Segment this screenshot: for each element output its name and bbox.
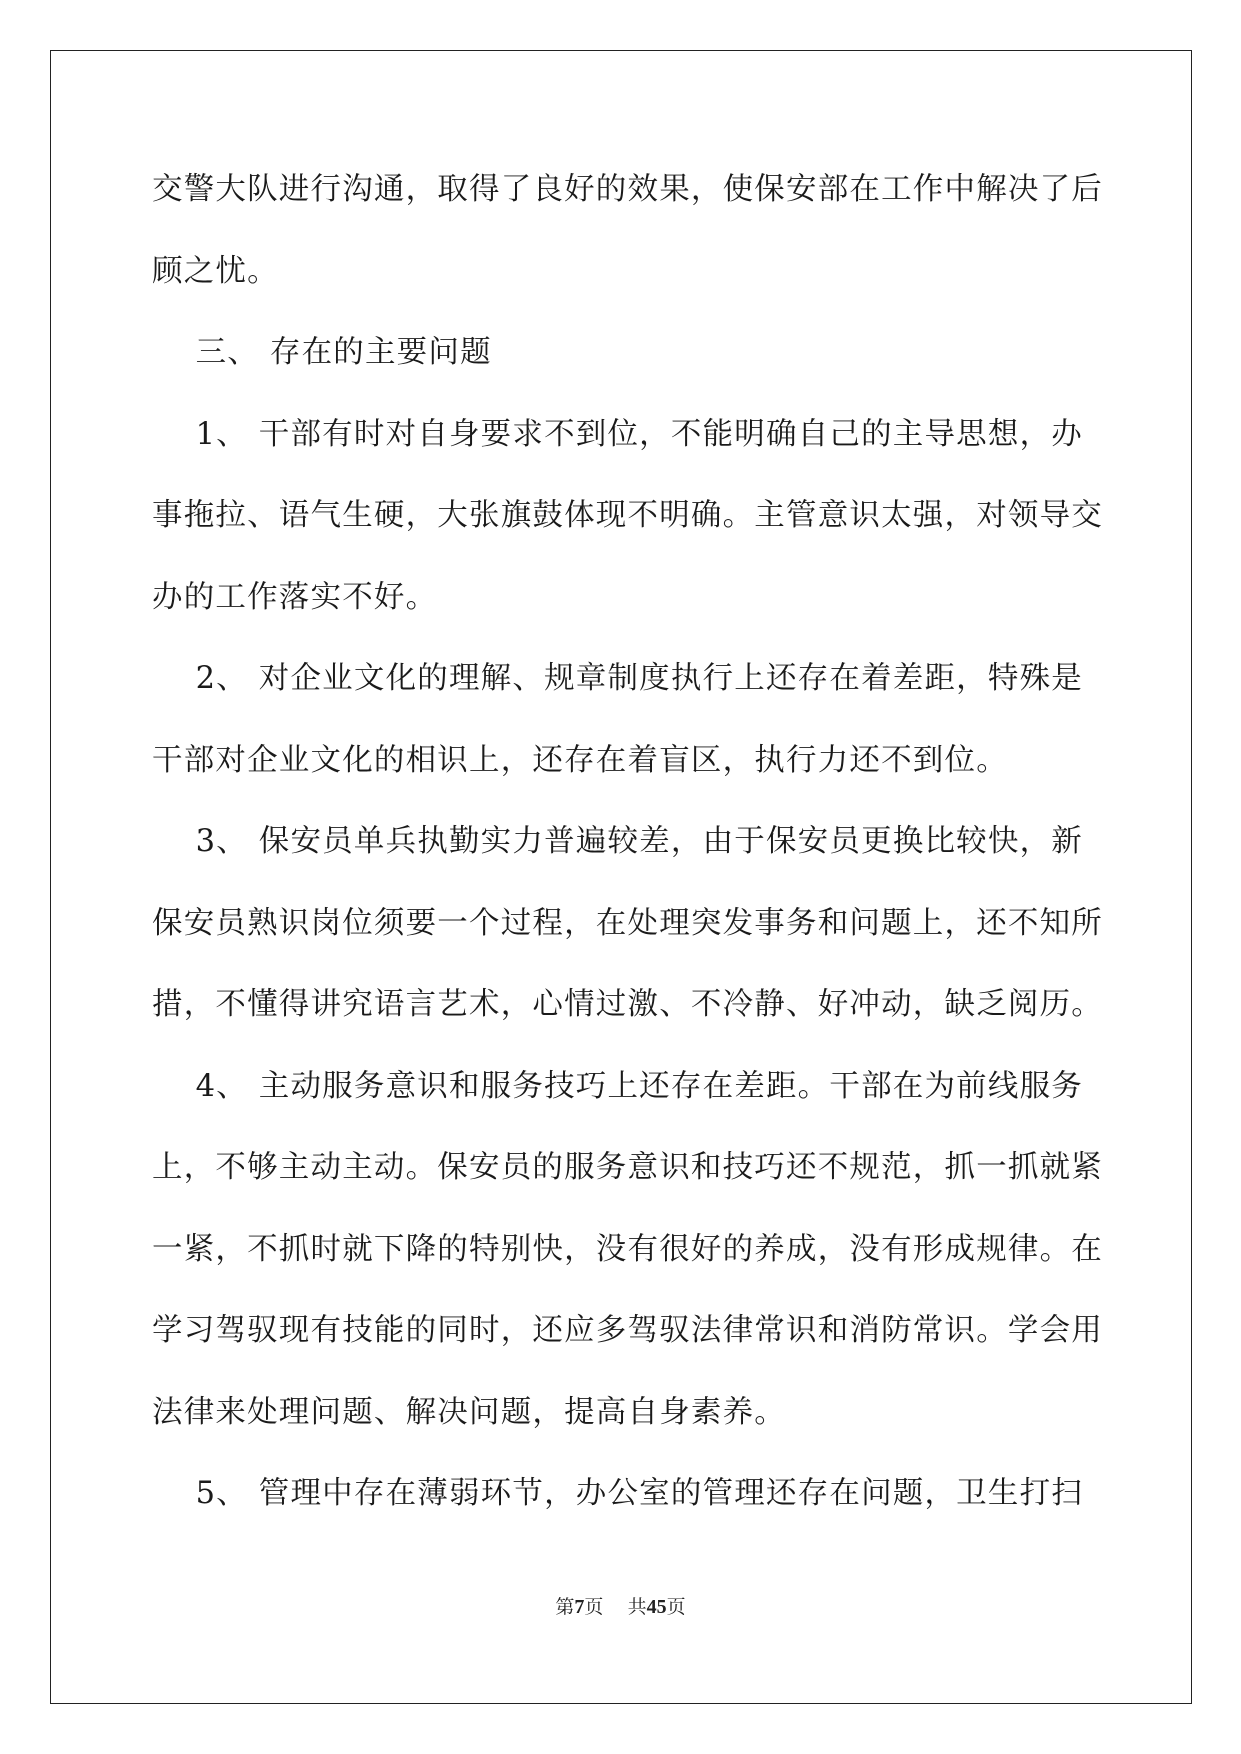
- total-page-count: 45: [646, 1596, 667, 1618]
- text-line: 顾之忧。: [152, 253, 279, 289]
- page-footer: [0, 1592, 1241, 1619]
- footer-total-suffix: 页: [666, 1596, 686, 1618]
- text-line: 一紧，不抓时就下降的特别快，没有很好的养成，没有形成规律。在: [152, 1231, 1103, 1267]
- text-line: 事拖拉、语气生硬，大张旗鼓体现不明确。主管意识太强，对领导交: [152, 498, 1103, 533]
- current-page-number: 7: [574, 1596, 585, 1618]
- text-line: 干部对企业文化的相识上，还存在着盲区，执行力还不到位。: [152, 742, 1008, 778]
- text-line: 2、 对企业文化的理解、规章制度执行上还存在着差距，特殊是: [152, 661, 1083, 696]
- text-line: 办的工作落实不好。: [152, 579, 438, 615]
- document-body: [152, 162, 1103, 1548]
- footer-total-prefix: 共: [627, 1596, 647, 1618]
- footer-page-suffix: 页: [584, 1596, 604, 1618]
- text-line: 上，不够主动主动。保安员的服务意识和技巧还不规范，抓一抓就紧: [152, 1150, 1103, 1185]
- text-line: 学习驾驭现有技能的同时，还应多驾驭法律常识和消防常识。学会用: [152, 1313, 1103, 1348]
- text-line: 法律来处理问题、解决问题，提高自身素养。: [152, 1394, 786, 1430]
- text-line: 5、 管理中存在薄弱环节，办公室的管理还存在问题，卫生打扫: [152, 1476, 1083, 1511]
- text-line: 保安员熟识岗位须要一个过程，在处理突发事务和问题上，还不知所: [152, 905, 1103, 941]
- text-line: 1、 干部有时对自身要求不到位，不能明确自己的主导思想，办: [152, 416, 1083, 452]
- text-line: 措，不懂得讲究语言艺术，心情过激、不冷静、好冲动，缺乏阅历。: [152, 987, 1103, 1022]
- footer-prefix: 第: [555, 1596, 575, 1618]
- text-line: 交警大队进行沟通，取得了良好的效果，使保安部在工作中解决了后: [152, 172, 1103, 207]
- text-line: 3、 保安员单兵执勤实力普遍较差，由于保安员更换比较快，新: [152, 824, 1083, 859]
- section-heading: 三、 存在的主要问题: [152, 335, 492, 370]
- text-line: 4、 主动服务意识和服务技巧上还存在差距。干部在为前线服务: [152, 1068, 1083, 1104]
